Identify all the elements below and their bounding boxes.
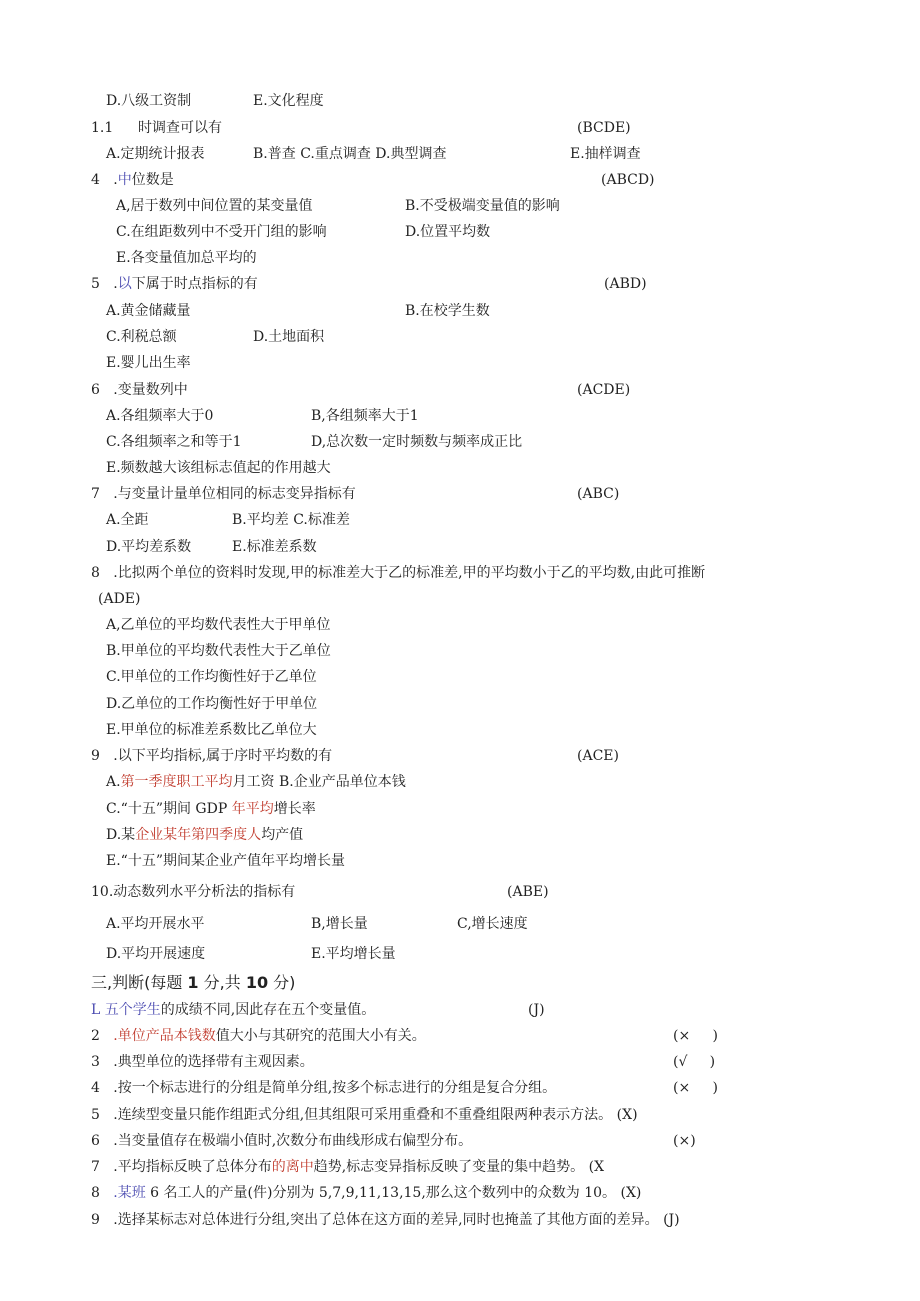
q9-option-d [106,825,303,845]
q4-option-d: D.位置平均数 [405,224,491,240]
tf-item-2 [91,1026,426,1046]
q10-option-b: B,增长量 [311,916,368,932]
q1-answer: (BCDE) [577,120,631,136]
section-heading-judgement [91,972,295,994]
q5-answer: (ABD) [604,276,647,292]
q4-dot: . [113,172,118,188]
q5-dot: . [113,276,118,292]
tf-item-9-number: 9 [91,1212,100,1228]
q9-option-c-suffix: 增长率 [273,801,316,817]
q6-text: .变量数列中 [113,382,188,398]
tf-item-8-text: 6 名工人的产量(件)分别为 5,7,9,11,13,15,那么这个数列中的众数为 10。 [145,1185,617,1201]
q5-stem [91,274,258,294]
q7-stem [91,484,356,504]
q5-highlight: 以 [117,276,132,292]
q8-option-e: E.甲单位的标准差系数比乙单位大 [106,722,317,738]
heading-suffix: 分) [268,973,296,992]
q8-option-c: C.甲单位的工作均衡性好于乙单位 [106,669,317,685]
q4-highlight: 中 [117,172,132,188]
heading-points: 1 [187,973,199,992]
q9-option-a-prefix: A. [106,774,121,790]
q7-option-a: A.全距 [106,512,149,528]
tf-item-8 [91,1183,641,1203]
q10-stem [91,882,295,902]
heading-middle: 分,共 [198,973,246,992]
q4-option-b: B.不受极端变量值的影响 [405,198,560,214]
q10-answer: (ABE) [507,884,549,900]
q10-option-a: A.平均开展水平 [106,916,205,932]
q10-option-d: D.平均开展速度 [106,946,206,962]
q6-stem [91,380,188,400]
q4-option-a: A,居于数列中间位置的某变量值 [116,198,313,214]
tf-item-2-dot: . [113,1028,118,1044]
tf-item-1 [91,1000,375,1020]
q8-number: 8 [91,565,100,581]
q4-text: 位数是 [131,172,174,188]
tf-item-2-number: 2 [91,1028,100,1044]
tf-item-2-answer [673,1026,718,1046]
q7-option-e: E.标准差系数 [232,539,317,555]
q8-text: .比拟两个单位的资料时发现,甲的标准差大于乙的标准差,甲的平均数小于乙的平均数,由此可推断 [113,565,706,581]
tf-item-2-highlight: 单位产品本钱数 [117,1028,216,1044]
q5-option-b: B.在校学生数 [405,303,490,319]
tf-item-7-answer: (X [588,1159,605,1175]
tf-item-5-text: .连续型变量只能作组距式分组,但其组限可采用重叠和不重叠组限两种表示方法。 [113,1107,613,1123]
tf-item-8-dot: . [113,1185,118,1201]
q5-text: 下属于时点指标的有 [131,276,258,292]
tf-item-3-answer-text: (√ ) [673,1054,716,1070]
tf-item-1-number: L [91,1002,101,1018]
q8-stem [91,563,705,583]
tf-item-1-highlight: 五个学生 [104,1002,161,1018]
tf-item-1-answer: (J) [528,1002,545,1018]
q10-option-e: E.平均增长量 [311,946,396,962]
tf-item-7-highlight: 的离中 [271,1159,314,1175]
tf-item-1-text: 的成绩不同,因此存在五个变量值。 [160,1002,376,1018]
q10-text: 动态数列水平分析法的指标有 [113,884,296,900]
q5-option-e: E.婴儿出生率 [106,355,191,371]
q9-option-c-highlight: 年平均 [231,801,274,817]
q4-number: 4 [91,172,100,188]
q9-option-d-suffix: 均产值 [261,827,304,843]
tf-item-7-text-pre: .平均指标反映了总体分布 [113,1159,272,1175]
q7-text: .与变量计量单位相同的标志变异指标有 [113,486,356,502]
q9-option-a-highlight-1: 第一季度职 [120,774,191,790]
q9-option-a [106,772,406,792]
q9-option-d-highlight: 企业某年第四季度人 [135,827,262,843]
q5-number: 5 [91,276,100,292]
q5-option-d: D.土地面积 [253,329,325,345]
q9-option-e: E.“十五”期间某企业产值年平均增长量 [106,853,345,869]
q9-option-a-highlight-2: 工平均 [190,774,233,790]
tf-item-5-number: 5 [91,1107,100,1123]
q6-number: 6 [91,382,100,398]
tf-item-8-number: 8 [91,1185,100,1201]
tf-item-8-answer: (X) [620,1185,642,1201]
q9-option-c-prefix: C.“十五”期间 GDP [106,801,232,817]
heading-total: 10 [245,973,269,992]
q6-option-a: A.各组频率大于0 [106,408,214,424]
q7-answer: (ABC) [577,486,620,502]
tf-item-6-text: .当变量值存在极端小值时,次数分布曲线形成右偏型分布。 [113,1133,473,1149]
tf-item-4-text: .按一个标志进行的分组是简单分组,按多个标志进行的分组是复合分组。 [113,1080,557,1096]
tf-item-3 [91,1052,314,1072]
q5-option-c: C.利税总额 [106,329,177,345]
q9-option-c [106,799,316,819]
tf-item-2-answer-text: (× ) [673,1028,718,1044]
q4-stem [91,170,174,190]
q1-number: 1.1 [91,120,114,136]
tf-item-6-number: 6 [91,1133,100,1149]
tf-item-3-text: .典型单位的选择带有主观因素。 [113,1054,314,1070]
q4-option-e: E.各变量值加总平均的 [116,250,257,266]
tf-item-9 [91,1210,680,1230]
q4-answer: (ABCD) [601,172,655,188]
q1-text: 时调查可以有 [138,120,222,136]
q9-answer: (ACE) [577,748,619,764]
tf-item-9-answer: (J) [663,1212,680,1228]
tf-item-6-answer: (×) [673,1133,696,1149]
q6-option-c: C.各组频率之和等于1 [106,434,242,450]
q1-option-e: E.抽样调查 [570,146,641,162]
heading-prefix: 三,判断(每题 [91,973,188,992]
tf-item-7-text-post: 趋势,标志变异指标反映了变量的集中趋势。 [313,1159,585,1175]
q9-text: .以下平均指标,属于序时平均数的有 [113,748,333,764]
tf-item-3-answer [673,1052,715,1072]
q5-option-a: A.黄金储藏量 [106,303,191,319]
tf-item-7 [91,1157,604,1177]
tf-item-5 [91,1105,638,1125]
q0-option-e: E.文化程度 [253,93,324,109]
tf-item-8-highlight: 某班 [117,1185,146,1201]
q7-number: 7 [91,486,100,502]
q10-option-c: C,增长速度 [457,916,528,932]
q1-option-bcd: B.普查 C.重点调查 D.典型调查 [253,146,447,162]
q8-option-b: B.甲单位的平均数代表性大于乙单位 [106,643,331,659]
tf-item-4-answer-text: (× ) [673,1080,718,1096]
q8-option-a: A,乙单位的平均数代表性大于甲单位 [106,617,331,633]
tf-item-3-number: 3 [91,1054,100,1070]
tf-item-7-number: 7 [91,1159,100,1175]
q9-stem [91,746,332,766]
q8-option-d: D.乙单位的工作均衡性好于甲单位 [106,696,318,712]
tf-item-5-answer: (X) [616,1107,638,1123]
q6-option-d: D,总次数一定时频数与频率成正比 [311,434,523,450]
q7-option-d: D.平均差系数 [106,539,192,555]
tf-item-4-number: 4 [91,1080,100,1096]
q10-number: 10. [91,884,114,900]
tf-item-4-answer [673,1078,718,1098]
q6-option-e: E.频数越大该组标志值起的作用越大 [106,460,331,476]
tf-item-6 [91,1131,472,1151]
q6-option-b: B,各组频率大于1 [311,408,419,424]
q9-number: 9 [91,748,100,764]
q8-answer: (ADE) [98,591,141,607]
q9-option-d-prefix: D.某 [106,827,136,843]
q1-option-a: A.定期统计报表 [106,146,205,162]
q6-answer: (ACDE) [577,382,631,398]
tf-item-2-text: 值大小与其研究的范围大小有关。 [215,1028,426,1044]
q4-option-c: C.在组距数列中不受开门组的影响 [116,224,327,240]
tf-item-4 [91,1078,556,1098]
q9-option-a-suffix: 月工资 B.企业产品单位本钱 [232,774,406,790]
tf-item-9-text: .选择某标志对总体进行分组,突出了总体在这方面的差异,同时也掩盖了其他方面的差异。 [113,1212,659,1228]
q0-option-d: D.八级工资制 [106,93,192,109]
q7-option-bc: B.平均差 C.标准差 [232,512,350,528]
